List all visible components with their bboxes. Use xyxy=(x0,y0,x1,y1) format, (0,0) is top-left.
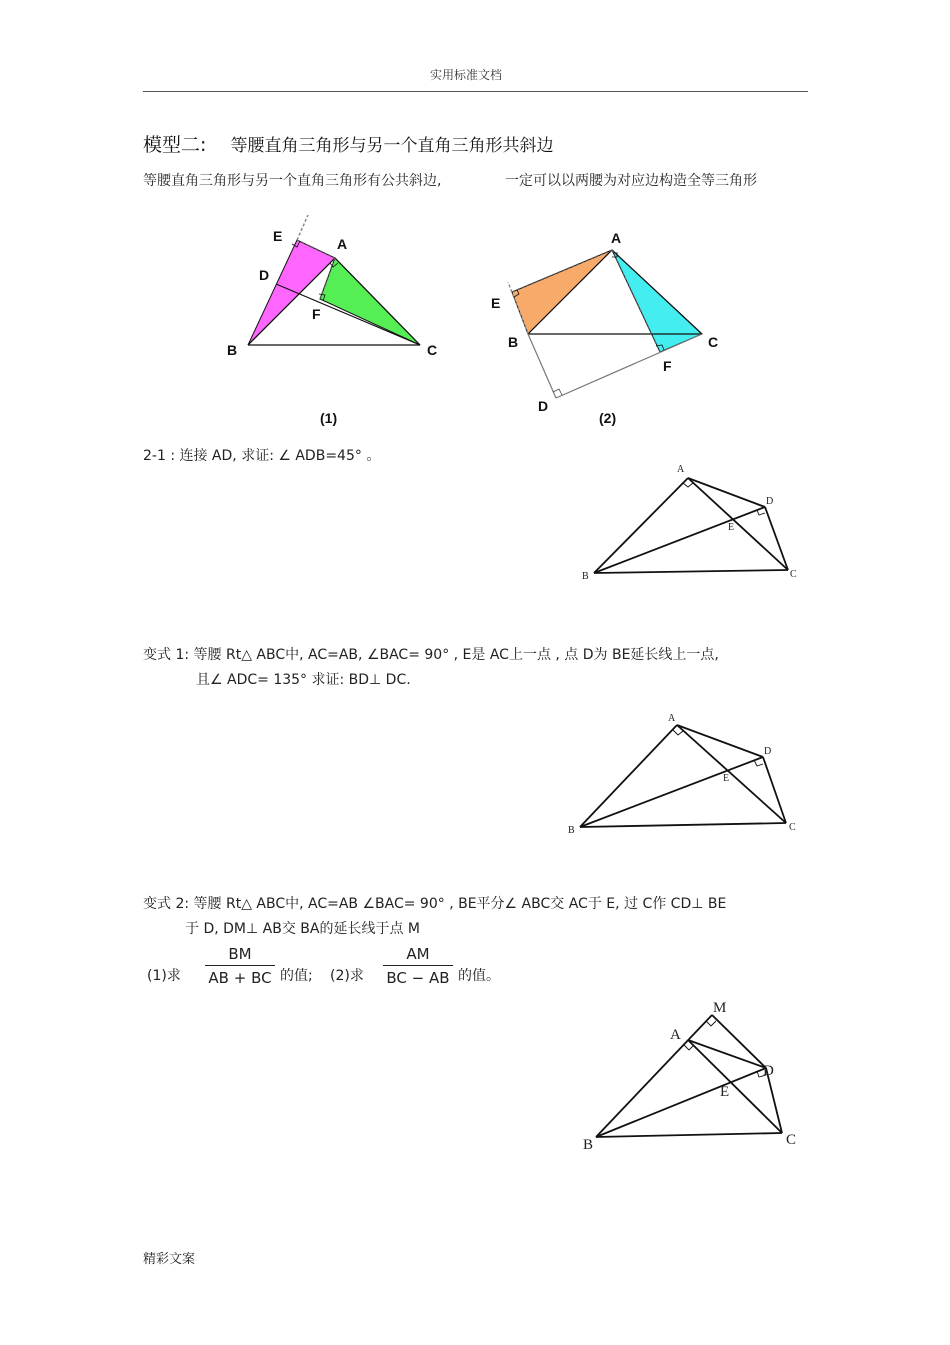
fig5-label-D: D xyxy=(763,1063,774,1079)
intro-part2: 一定可以以两腰为对应边构造全等三角形 xyxy=(505,173,757,189)
fig1-label-F: F xyxy=(312,306,321,322)
fig4-label-E: E xyxy=(723,773,730,784)
fig2-label-F: F xyxy=(663,358,672,374)
page-header: 实用标准文档 xyxy=(430,68,503,82)
figure-1-caption: (1) xyxy=(320,410,338,426)
title-text: 等腰直角三角形与另一个直角三角形共斜边 xyxy=(230,136,554,156)
fraction-1-denominator: AB + BC xyxy=(208,969,272,987)
figure-1 xyxy=(220,210,450,370)
variant1-line1: 变式 1: 等腰 Rt△ ABC中, AC=AB, ∠BAC= 90° , E是 AC上一点 , 点 D为 BE延长线上一点, xyxy=(143,647,719,663)
fraction-am-over-bc-minus-ab xyxy=(383,945,453,987)
fig3-label-C: C xyxy=(790,569,797,580)
intro-part1: 等腰直角三角形与另一个直角三角形有公共斜边, xyxy=(143,173,442,189)
fig5-label-B: B xyxy=(583,1137,594,1153)
fraction-2-denominator: BC − AB xyxy=(386,969,450,987)
fig1-label-D: D xyxy=(259,267,270,283)
fig5-label-M: M xyxy=(713,1000,727,1016)
figure-3 xyxy=(575,458,805,583)
variant2-q1-suffix: 的值; xyxy=(280,968,313,984)
fig4-label-B: B xyxy=(568,825,575,836)
variant1-line2: 且∠ ADC= 135° 求证: BD⊥ DC. xyxy=(196,672,411,688)
fig1-label-B: B xyxy=(227,342,238,358)
fig2-label-C: C xyxy=(708,334,719,350)
fig1-label-A: A xyxy=(337,236,348,252)
figure-5 xyxy=(575,995,805,1155)
fraction-2-numerator: AM xyxy=(383,945,453,966)
fig1-right-triangle xyxy=(320,258,420,345)
fraction-bm-over-ab-plus-bc xyxy=(205,945,275,987)
fig5-label-E: E xyxy=(720,1084,730,1100)
fig2-label-D: D xyxy=(538,398,549,414)
header-rule xyxy=(143,91,808,92)
section-title xyxy=(143,130,554,157)
variant2-q2-suffix: 的值。 xyxy=(458,968,500,984)
fig5-label-A: A xyxy=(670,1027,681,1043)
figure-2-caption: (2) xyxy=(599,410,617,426)
variant2-line1: 变式 2: 等腰 Rt△ ABC中, AC=AB ∠BAC= 90° , BE平分∠ ABC交 AC于 E, 过 C作 CD⊥ BE xyxy=(143,896,727,912)
fig4-label-D: D xyxy=(764,746,772,757)
figure-4 xyxy=(565,708,805,838)
variant2-q2-prefix: (2)求 xyxy=(330,968,364,984)
fig5-label-C: C xyxy=(786,1132,797,1148)
fig1-label-E: E xyxy=(273,228,283,244)
figure-2 xyxy=(485,222,725,418)
fig3-label-A: A xyxy=(677,464,685,475)
fraction-1-numerator: BM xyxy=(205,945,275,966)
fig2-left-triangle xyxy=(512,250,612,334)
fig3-label-E: E xyxy=(728,522,735,533)
fig3-label-B: B xyxy=(582,571,589,582)
fig4-label-C: C xyxy=(789,822,796,833)
fig2-label-E: E xyxy=(491,295,501,311)
variant2-q1-prefix: (1)求 xyxy=(147,968,181,984)
fig3-label-D: D xyxy=(766,496,774,507)
fig2-right-triangle xyxy=(612,250,702,352)
model-label: 模型二: xyxy=(143,134,207,156)
fig1-label-C: C xyxy=(427,342,438,358)
problem-2-1: 2-1 : 连接 AD, 求证: ∠ ADB=45° 。 xyxy=(143,448,381,464)
page-footer: 精彩文案 xyxy=(143,1252,196,1267)
fig4-label-A: A xyxy=(668,713,676,724)
variant2-line2: 于 D, DM⊥ AB交 BA的延长线于点 M xyxy=(185,921,420,937)
fig2-label-B: B xyxy=(508,334,519,350)
fig2-label-A: A xyxy=(611,230,622,246)
